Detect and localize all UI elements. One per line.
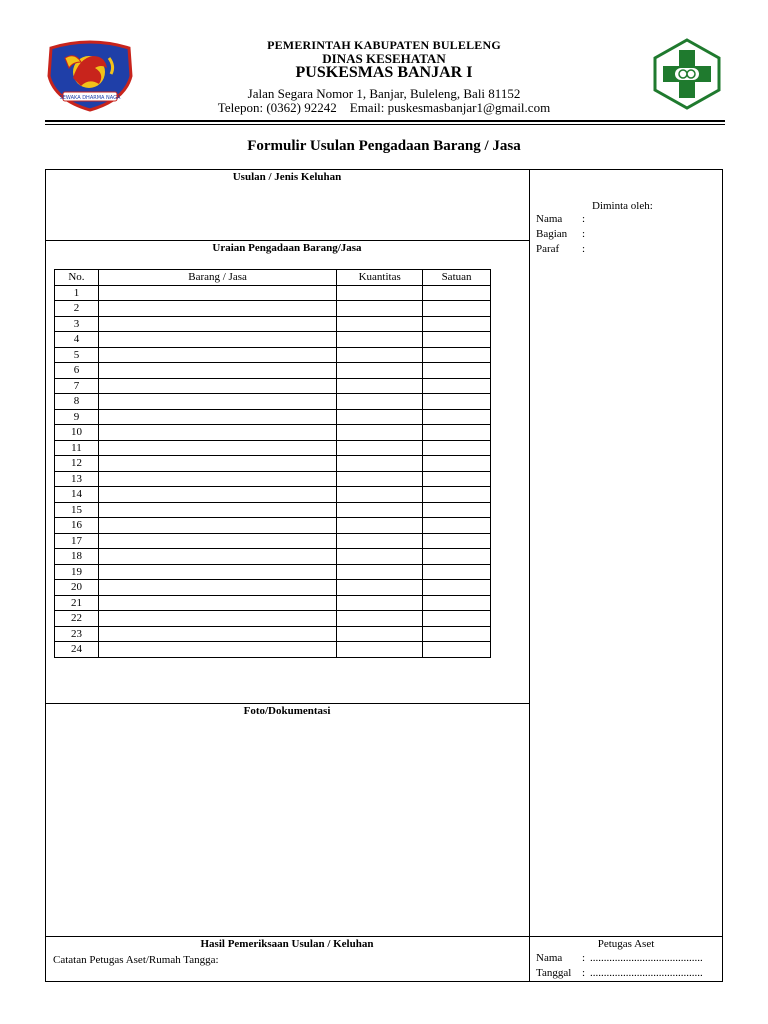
unit-cell[interactable] [423,518,491,534]
quantity-cell[interactable] [337,285,423,301]
table-row [55,595,491,611]
requester-heading: Diminta oleh: [592,200,653,212]
row-number: 16 [55,518,99,534]
item-cell[interactable] [98,518,336,534]
asset-officer-heading: Petugas Aset [597,938,655,950]
item-cell[interactable] [98,285,336,301]
row-number: 9 [55,409,99,425]
unit-cell[interactable] [423,301,491,317]
quantity-cell[interactable] [337,378,423,394]
divider-complaint-items [45,240,529,241]
quantity-cell[interactable] [337,549,423,565]
government-name: PEMERINTAH KABUPATEN BULELENG [267,38,501,52]
quantity-cell[interactable] [337,487,423,503]
item-cell[interactable] [98,301,336,317]
asset-officer-date-sep: : [582,967,586,979]
column-header-no: No. [55,270,99,286]
table-row [55,611,491,627]
column-divider [529,169,530,982]
quantity-cell[interactable] [337,301,423,317]
item-cell[interactable] [98,642,336,658]
quantity-cell[interactable] [337,471,423,487]
column-header-unit: Satuan [423,270,491,286]
contact-line: Telepon: (0362) 92242 Email: puskesmasbanjar1@gmail.com [217,100,551,115]
asset-officer-name-dots: ......................................... [590,952,703,964]
item-cell[interactable] [98,378,336,394]
row-number: 21 [55,595,99,611]
table-row [55,471,491,487]
table-row [55,518,491,534]
unit-cell[interactable] [423,580,491,596]
table-row [55,533,491,549]
item-cell[interactable] [98,471,336,487]
unit-cell[interactable] [423,564,491,580]
divider-items-photo [45,703,529,704]
row-number: 23 [55,626,99,642]
quantity-cell[interactable] [337,363,423,379]
form-title: Formulir Usulan Pengadaan Barang / Jasa [247,138,521,154]
unit-cell[interactable] [423,642,491,658]
unit-cell[interactable] [423,502,491,518]
item-cell[interactable] [98,502,336,518]
quantity-cell[interactable] [337,642,423,658]
item-cell[interactable] [98,409,336,425]
table-row [55,332,491,348]
unit-cell[interactable] [423,378,491,394]
row-number: 4 [55,332,99,348]
unit-cell[interactable] [423,363,491,379]
row-number: 18 [55,549,99,565]
unit-cell[interactable] [423,285,491,301]
item-cell[interactable] [98,394,336,410]
asset-officer-name-sep: : [582,952,586,964]
row-number: 14 [55,487,99,503]
requester-signature-sep: : [582,243,586,255]
unit-cell[interactable] [423,487,491,503]
item-cell[interactable] [98,347,336,363]
table-row [55,440,491,456]
divider-photo-result [45,936,723,937]
requester-name-label: Nama [536,213,563,225]
row-number: 5 [55,347,99,363]
item-cell[interactable] [98,363,336,379]
unit-cell[interactable] [423,425,491,441]
asset-officer-date-label: Tanggal [536,967,572,979]
row-number: 6 [55,363,99,379]
table-row [55,316,491,332]
row-number: 22 [55,611,99,627]
row-number: 8 [55,394,99,410]
quantity-cell[interactable] [337,456,423,472]
quantity-cell[interactable] [337,394,423,410]
institution-name: PUSKESMAS BANJAR I [295,64,473,81]
unit-cell[interactable] [423,611,491,627]
item-cell[interactable] [98,611,336,627]
unit-cell[interactable] [423,471,491,487]
quantity-cell[interactable] [337,580,423,596]
table-row [55,580,491,596]
row-number: 13 [55,471,99,487]
quantity-cell[interactable] [337,564,423,580]
items-table [54,269,491,658]
item-cell[interactable] [98,580,336,596]
table-row [55,626,491,642]
row-number: 12 [55,456,99,472]
row-number: 24 [55,642,99,658]
section-items-title: Uraian Pengadaan Barang/Jasa [212,242,362,254]
table-row [55,549,491,565]
column-header-item: Barang / Jasa [98,270,336,286]
notes-label: Catatan Petugas Aset/Rumah Tangga: [53,954,219,966]
row-number: 3 [55,316,99,332]
item-cell[interactable] [98,564,336,580]
row-number: 11 [55,440,99,456]
quantity-cell[interactable] [337,533,423,549]
row-number: 10 [55,425,99,441]
row-number: 2 [55,301,99,317]
item-cell[interactable] [98,440,336,456]
table-row [55,409,491,425]
quantity-cell[interactable] [337,626,423,642]
table-row [55,394,491,410]
table-row [55,378,491,394]
table-header-row [55,270,491,286]
quantity-cell[interactable] [337,518,423,534]
address-line: Jalan Segara Nomor 1, Banjar, Buleleng, Bali 81152 [247,86,521,101]
quantity-cell[interactable] [337,332,423,348]
table-row [55,456,491,472]
row-number: 7 [55,378,99,394]
header-rule-thin [45,124,725,125]
table-row [55,487,491,503]
quantity-cell[interactable] [337,440,423,456]
section-result-title: Hasil Pemeriksaan Usulan / Keluhan [200,938,374,950]
table-row [55,363,491,379]
unit-cell[interactable] [423,332,491,348]
row-number: 15 [55,502,99,518]
section-photo-title: Foto/Dokumentasi [243,705,331,717]
unit-cell[interactable] [423,626,491,642]
quantity-cell[interactable] [337,595,423,611]
table-row [55,642,491,658]
table-row [55,347,491,363]
table-row [55,564,491,580]
row-number: 1 [55,285,99,301]
item-cell[interactable] [98,425,336,441]
unit-cell[interactable] [423,533,491,549]
item-cell[interactable] [98,549,336,565]
quantity-cell[interactable] [337,611,423,627]
table-row [55,425,491,441]
item-cell[interactable] [98,626,336,642]
unit-cell[interactable] [423,456,491,472]
unit-cell[interactable] [423,347,491,363]
item-cell[interactable] [98,595,336,611]
item-cell[interactable] [98,487,336,503]
item-cell[interactable] [98,533,336,549]
asset-officer-date-dots: ......................................... [590,967,703,979]
unit-cell[interactable] [423,409,491,425]
unit-cell[interactable] [423,394,491,410]
item-cell[interactable] [98,332,336,348]
column-header-quantity: Kuantitas [337,270,423,286]
item-cell[interactable] [98,316,336,332]
quantity-cell[interactable] [337,316,423,332]
requester-section-label: Bagian [536,228,568,240]
table-row [55,285,491,301]
department-name: DINAS KESEHATAN [322,51,446,66]
row-number: 20 [55,580,99,596]
quantity-cell[interactable] [337,409,423,425]
unit-cell[interactable] [423,316,491,332]
table-row [55,502,491,518]
unit-cell[interactable] [423,440,491,456]
logo-motto-text: SEWAKA DHARMA NAGA [59,95,121,101]
unit-cell[interactable] [423,549,491,565]
quantity-cell[interactable] [337,425,423,441]
requester-section-sep: : [582,228,586,240]
quantity-cell[interactable] [337,502,423,518]
header-rule-thick [45,120,725,122]
unit-cell[interactable] [423,595,491,611]
table-row [55,301,491,317]
section-complaint-title: Usulan / Jenis Keluhan [232,171,342,183]
quantity-cell[interactable] [337,347,423,363]
row-number: 17 [55,533,99,549]
requester-name-sep: : [582,213,586,225]
item-cell[interactable] [98,456,336,472]
row-number: 19 [55,564,99,580]
requester-signature-label: Paraf [536,243,560,255]
asset-officer-name-label: Nama [536,952,563,964]
